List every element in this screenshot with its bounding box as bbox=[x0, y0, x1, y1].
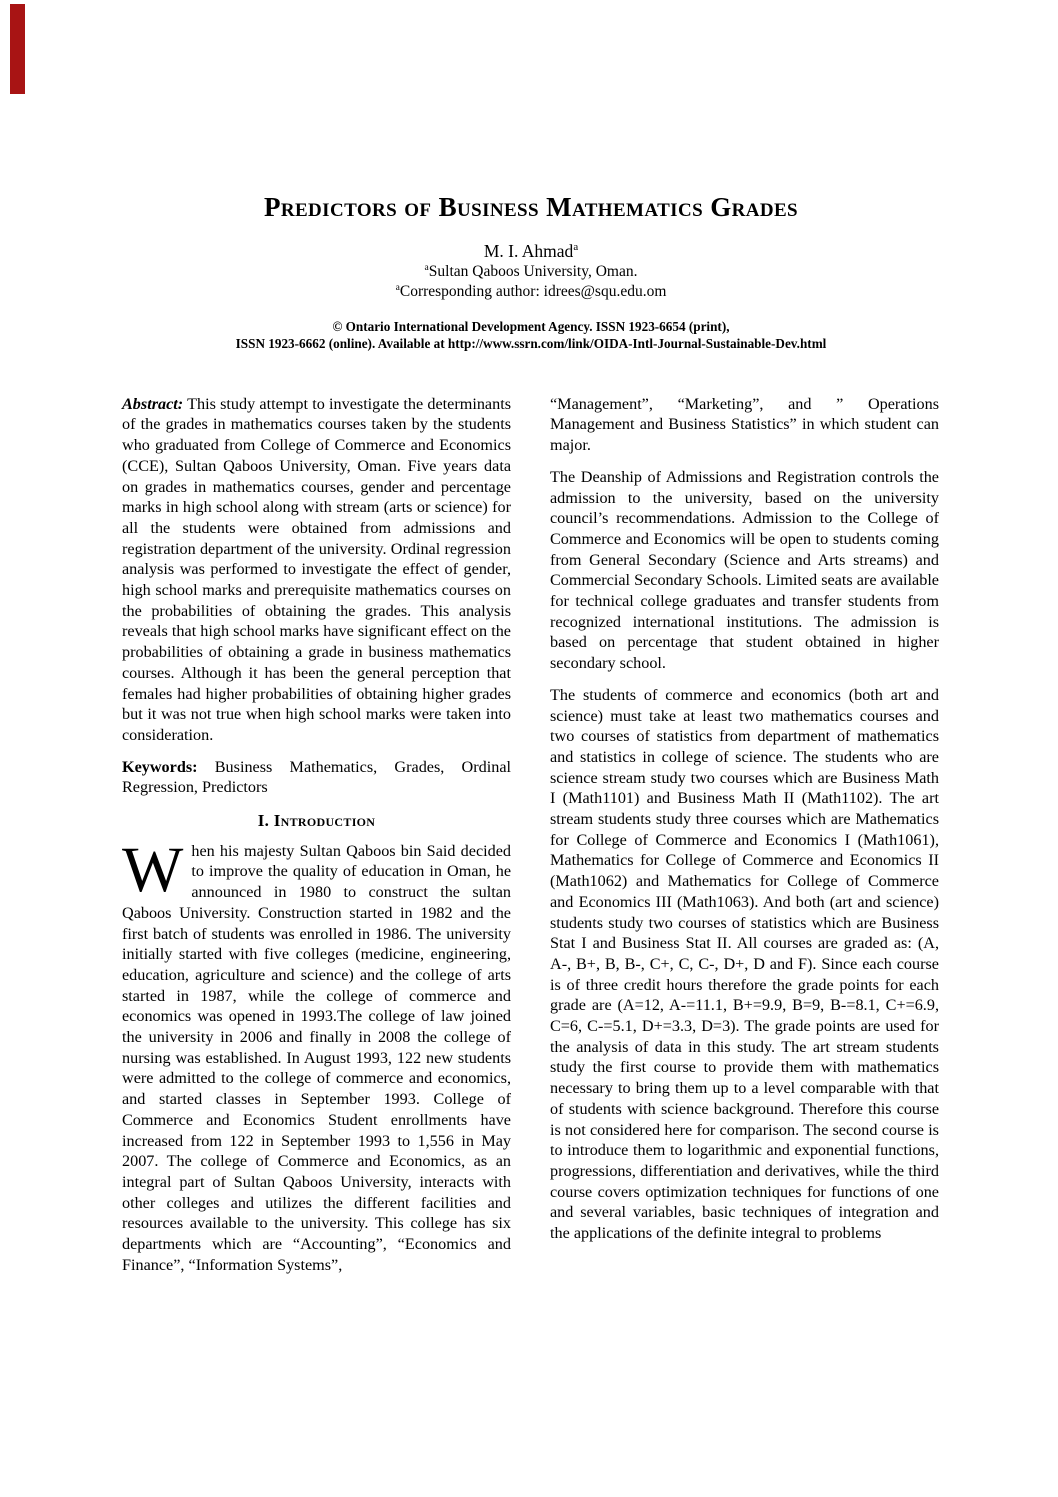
keywords-label: Keywords: bbox=[122, 757, 198, 776]
keywords-paragraph bbox=[122, 757, 511, 798]
corresponding-text: Corresponding author: idrees@squ.edu.om bbox=[399, 283, 667, 301]
introduction-paragraph bbox=[122, 833, 511, 1276]
copyright-line-1: © Ontario International Development Agency. ISSN 1923-6654 (print), bbox=[332, 318, 730, 334]
body-paragraph: “Management”, “Marketing”, and ” Operations Management and Business Statistics” in which student can major. bbox=[550, 394, 939, 455]
copyright-line-2: ISSN 1923-6662 (online). Available at http://www.ssrn.com/link/OIDA-Intl-Journal-Sustainable-Dev.html bbox=[235, 336, 827, 352]
author-name: M. I. Ahmad bbox=[483, 240, 574, 261]
introduction-text: hen his majesty Sultan Qaboos bin Said decided to improve the quality of education in Oman, he announced in 1980 to construct the sultan Qaboos University. Construction started in 1982 and the first batch of students was enrolled in 1986. The university initially started with five colleges (medicine, engineering, education, agriculture and science) and the college of arts started in 1987, while the college of commerce and economics was opened in 1993.The college of law joined the university in 2006 and finally in 2008 the college of nursing was established. In August 1993, 122 new students were admitted to the college of commerce and economics, and started classes in September 1993. College of Commerce and Economics Student enrollments have increased from 122 in September 1993 to 1,556 in May 2007. The college of Commerce and Economics, as an integral part of Sultan Qaboos University, interacts with other colleges and utilizes the different facilities and resources available to the university. This college has six departments which are “Accounting”, “Economics and Finance”, “Information Systems”, bbox=[122, 841, 511, 1274]
left-column bbox=[122, 394, 511, 1287]
copyright-block bbox=[122, 318, 940, 353]
abstract-text: This study attempt to investigate the determinants of the grades in mathematics courses taken by the students who graduated from College of Commerce and Economics (CCE), Sultan Qaboos University, Oman. Five years data on grades in mathematics courses, gender and percentage marks in high school along with stream (arts or science) for all the students were obtained from admissions and registration department of the university. Ordinal regression analysis was performed to investigate the effect of gender, high school marks and prerequisite mathematics courses on the probabilities of obtaining the grades. This analysis reveals that high school marks have significant effect on the probabilities of obtaining a grade in business mathematics courses. Although it has been the general perception that females had higher probabilities of obtaining higher grades but it was not true when high school marks were taken into consideration. bbox=[122, 394, 511, 744]
paper-title: Predictors of Business Mathematics Grades bbox=[263, 192, 799, 222]
author-line bbox=[122, 240, 940, 262]
abstract-label: Abstract: bbox=[122, 394, 184, 413]
affiliation-superscript: a bbox=[424, 261, 429, 273]
keywords-text: Business Mathematics, Grades, Ordinal Regression, Predictors bbox=[122, 757, 511, 797]
red-corner-marker bbox=[10, 4, 25, 94]
affiliation-text: Sultan Qaboos University, Oman. bbox=[428, 262, 638, 280]
paper-header bbox=[122, 193, 940, 353]
body-paragraph: The Deanship of Admissions and Registration controls the admission to the university, based on the university council’s recommendations. Admission to the College of Commerce and Economics will be open to students coming from General Secondary (Science and Arts streams) and Commercial Secondary Schools. Limited seats are available for technical college graduates and transfer students from recognized international institutions. The admission is based on percentage that student obtained in higher secondary school. bbox=[550, 467, 939, 673]
body-paragraph: The students of commerce and economics (both art and science) must take at least two mathematics courses and two courses of statistics from department of mathematics and statistics in college of science. The students who are science stream study two courses which are Business Math I (Math1101) and Business Math II (Math1102). The art stream students study three courses which are Mathematics for College of Commerce and Economics I (Math1061), Mathematics for College of Commerce and Economics II (Math1062) and Mathematics for College of Commerce and Economics III (Math1063). And both (art and science) students study two courses of statistics which are Business Stat I and Business Stat II. All courses are graded as: (A, A-, B+, B, B-, C+, C, C-, D+, D and F). Since each course is of three credit hours therefore the grade points for each grade are (A=12, A-=11.1, B+=9.9, B=9, B-=8.1, C+=6.9, C=6, C-=5.1, D+=3.3, D=3). The grade points are used for the analysis of data in this study. The art stream students study the first course to provide them with mathematics necessary to bring them up to a level comparable with that of students with science background. Therefore this course is not considered here for comparison. The second course is to introduce them to logarithmic and exponential functions, progressions, differentiation and derivatives, while the third course covers optimization techniques for functions of one and several variables, basic techniques of integration and the applications of the definite integral to problems bbox=[550, 685, 939, 1243]
corresponding-superscript: a bbox=[395, 282, 400, 294]
affiliation-line bbox=[122, 262, 940, 283]
two-column-body bbox=[122, 394, 940, 1287]
corresponding-author-line bbox=[122, 282, 940, 303]
section-heading-introduction: I. Introduction bbox=[257, 811, 376, 831]
right-column bbox=[550, 394, 939, 1287]
dropcap-letter: W bbox=[122, 833, 184, 906]
abstract-paragraph bbox=[122, 394, 511, 746]
author-affiliation-superscript: a bbox=[573, 240, 579, 253]
